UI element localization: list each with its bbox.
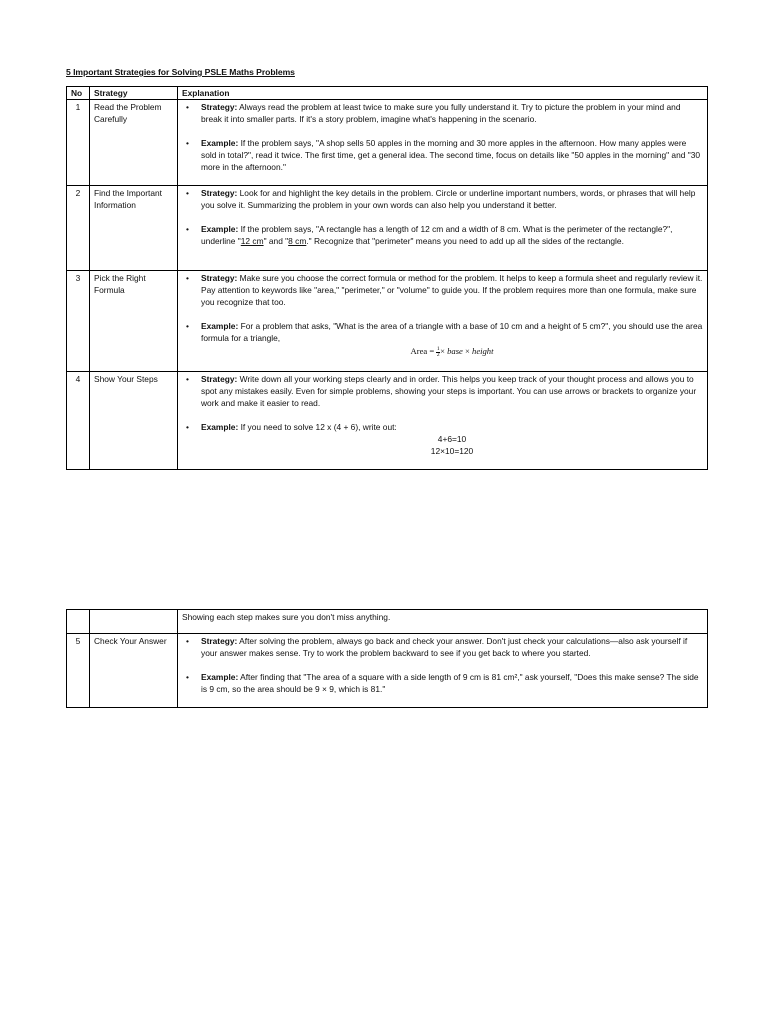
row-number: 2 xyxy=(67,186,90,271)
document-title: 5 Important Strategies for Solving PSLE Maths Problems xyxy=(66,67,295,77)
example-label: Example: xyxy=(201,138,239,148)
example-bullet xyxy=(182,421,703,457)
formula-base: base xyxy=(447,346,463,356)
calc-step-2: 12×10=120 xyxy=(430,446,474,456)
strategies-table-continued xyxy=(66,609,708,708)
strategy-bullet xyxy=(182,187,703,211)
example-text: ." Recognize that "perimeter" means you need to add up all the sides of the rectangle. xyxy=(306,236,624,246)
example-label: Example: xyxy=(201,672,239,682)
table-row xyxy=(67,271,708,372)
example-label: Example: xyxy=(201,321,239,331)
strategy-label: Strategy: xyxy=(201,374,238,384)
example-label: Example: xyxy=(201,224,239,234)
strategies-table xyxy=(66,86,708,470)
table-row xyxy=(67,372,708,470)
example-text: " and " xyxy=(263,236,289,246)
example-text: For a problem that asks, "What is the area of a triangle with a base of 10 cm and a height of 5 cm?", you should use the area formula for a triangle, xyxy=(201,321,703,343)
header-no: No xyxy=(67,87,90,100)
strategy-name: Check Your Answer xyxy=(90,634,178,708)
table-row xyxy=(67,634,708,708)
continued-text: Showing each step makes sure you don't miss anything. xyxy=(178,610,708,634)
fraction-denominator: 2 xyxy=(436,351,440,358)
example-text: If you need to solve 12 x (4 + 6), write out: xyxy=(238,422,397,432)
strategy-label: Strategy: xyxy=(201,636,238,646)
explanation-cell xyxy=(178,186,708,271)
example-text: If the problem says, "A rectangle has a length of 12 cm and a width of 8 cm. What is the perimeter of the rectangle?", underline " xyxy=(201,224,673,246)
example-text: After finding that "The area of a square with a side length of 9 cm is 81 cm²," ask yourself, "Does this make sense? The side is 9 cm, so the area should be 9 × 9, which is 81." xyxy=(201,672,699,694)
strategy-label: Strategy: xyxy=(201,102,238,112)
table-row xyxy=(67,100,708,186)
formula-times: × xyxy=(462,346,473,356)
example-bullet xyxy=(182,320,703,358)
strategy-name: Find the Important Information xyxy=(90,186,178,271)
row-number: 1 xyxy=(67,100,90,186)
example-label: Example: xyxy=(201,422,239,432)
example-bullet xyxy=(182,671,703,695)
empty-cell xyxy=(67,610,90,634)
explanation-cell xyxy=(178,372,708,470)
fraction-numerator: 1 xyxy=(436,345,440,352)
table-header-row xyxy=(67,87,708,100)
calc-step-1: 4+6=10 xyxy=(437,434,467,444)
strategy-name: Pick the Right Formula xyxy=(90,271,178,372)
strategy-text: Always read the problem at least twice to make sure you fully understand it. Try to picture the problem in your mind and break it into smaller parts. If it's a story problem, imagine what's happening in the scenario. xyxy=(201,102,681,124)
strategy-text: Write down all your working steps clearly and in order. This helps you keep track of your thought process and allows you to spot any mistakes easily. Even for simple problems, showing your steps is important. You can use arrows or brackets to organize your work and make it easier to read. xyxy=(201,374,697,408)
example-bullet xyxy=(182,137,703,173)
strategy-bullet xyxy=(182,272,703,308)
header-explanation: Explanation xyxy=(178,87,708,100)
explanation-cell xyxy=(178,100,708,186)
table-row xyxy=(67,186,708,271)
table-row xyxy=(67,610,708,634)
example-bullet xyxy=(182,223,703,247)
row-number: 5 xyxy=(67,634,90,708)
underlined-value: 8 cm xyxy=(288,236,307,246)
strategy-bullet xyxy=(182,635,703,659)
strategy-text: Look for and highlight the key details in the problem. Circle or underline important numbers, words, or phrases that will help you solve it. Summarizing the problem in your own words can also help you understand it better. xyxy=(201,188,696,210)
strategy-label: Strategy: xyxy=(201,273,238,283)
row-number: 4 xyxy=(67,372,90,470)
formula-left: Area = xyxy=(410,346,437,356)
strategy-bullet xyxy=(182,101,703,125)
formula-times: × xyxy=(440,346,448,356)
strategy-text: After solving the problem, always go back and check your answer. Don't just check your calculations—also ask yourself if your answer makes sense. Try to work the problem backward to see if you get back to where you started. xyxy=(201,636,688,658)
strategy-name: Read the Problem Carefully xyxy=(90,100,178,186)
empty-cell xyxy=(90,610,178,634)
strategy-bullet xyxy=(182,373,703,409)
row-number: 3 xyxy=(67,271,90,372)
explanation-cell xyxy=(178,271,708,372)
strategy-text: Make sure you choose the correct formula or method for the problem. It helps to keep a formula sheet and regularly review it. Pay attention to keywords like "area," "perimeter," or "volume" to guide you. If the problem requires more than one formula, make sure you recognize that too. xyxy=(201,273,703,307)
strategy-label: Strategy: xyxy=(201,188,238,198)
strategy-name: Show Your Steps xyxy=(90,372,178,470)
header-strategy: Strategy xyxy=(90,87,178,100)
area-formula xyxy=(201,345,703,358)
example-text: If the problem says, "A shop sells 50 apples in the morning and 30 more apples in the afternoon. How many apples were sold in total?", read it twice. The first time, get a general idea. The second time, focus on details like "50 apples in the morning" and "30 more in the afternoon." xyxy=(201,138,701,172)
formula-height: height xyxy=(472,346,494,356)
underlined-value: 12 cm xyxy=(240,236,264,246)
explanation-cell xyxy=(178,634,708,708)
